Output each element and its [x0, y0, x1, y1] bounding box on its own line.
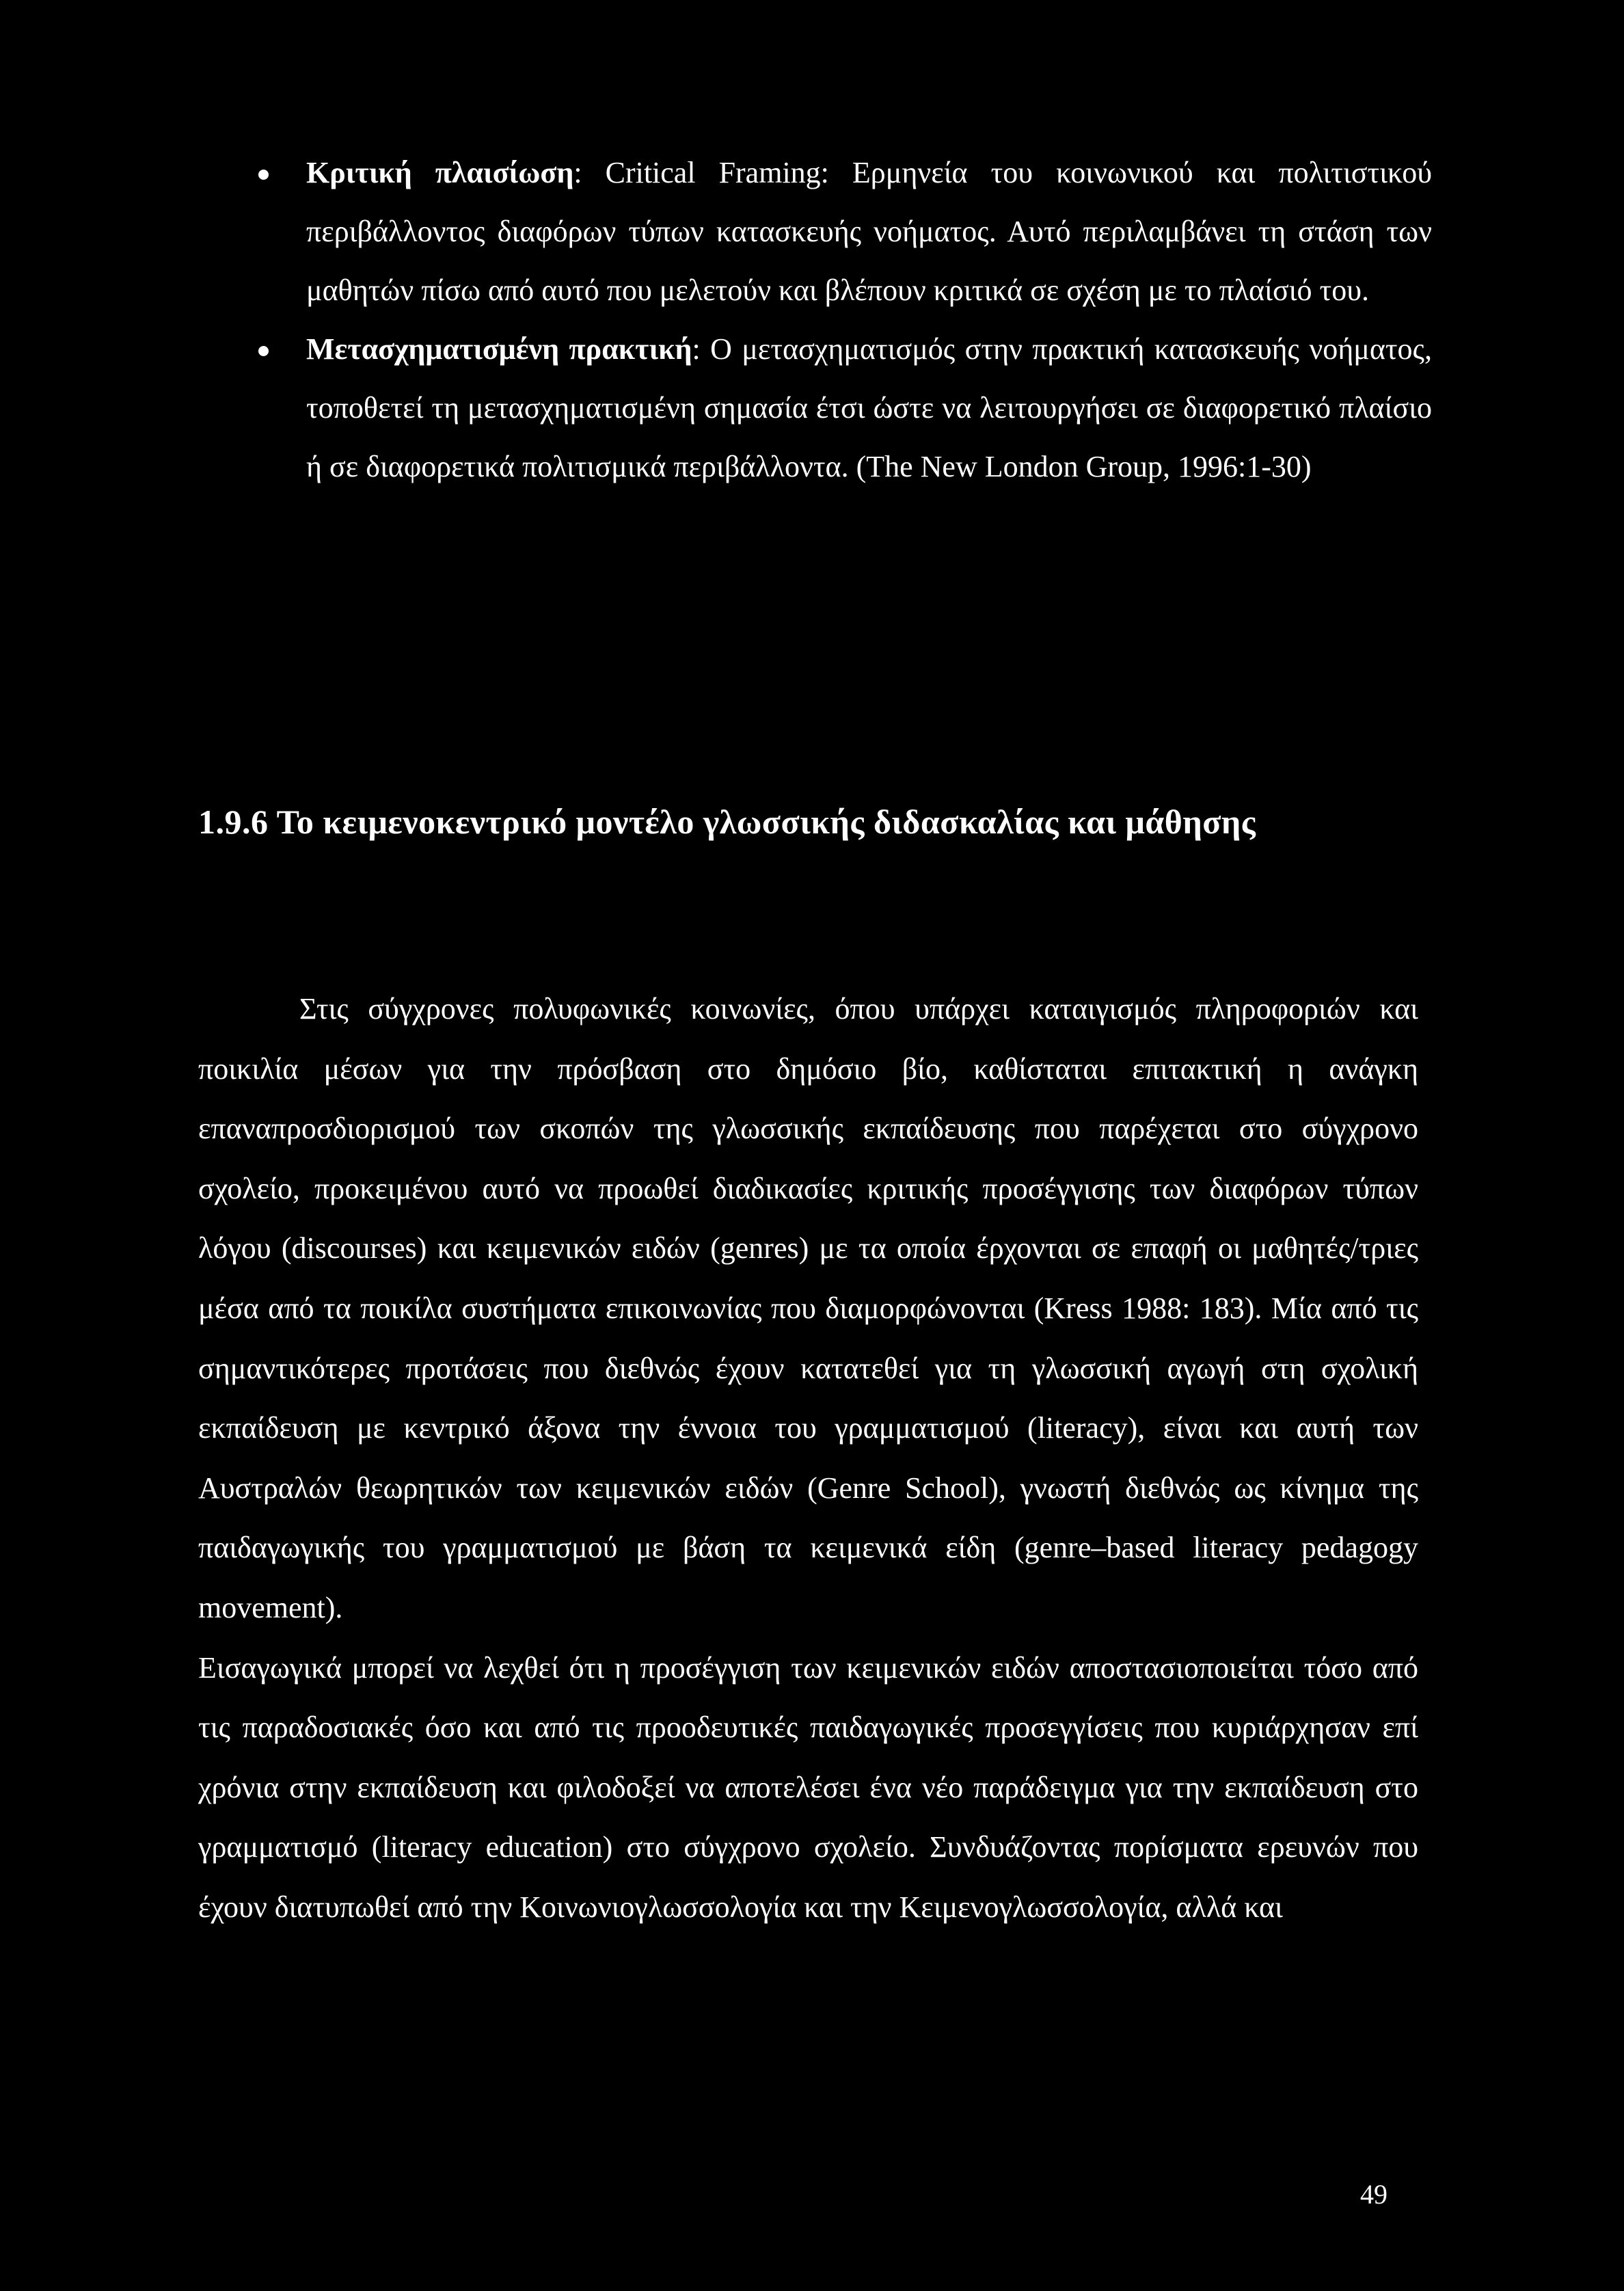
page-number: 49	[1360, 2179, 1388, 2210]
body-text	[198, 979, 1418, 1938]
paragraph: Στις σύγχρονες πολυφωνικές κοινωνίες, όπου υπάρχει καταιγισμός πληροφοριών και ποικιλία μέσων για την πρόσβαση στο δημόσιο βίο, καθίσταται επιτακτική η ανάγκη επαναπροσδιορισμού των σκοπών της γλωσσικής εκπαίδευσης που παρέχεται στο σύγχρονο σχολείο, προκειμένου αυτό να προωθεί διαδικασίες κριτικής προσέγγισης των διαφόρων τύπων λόγου (discourses) και κειμενικών ειδών (genres) με τα οποία έρχονται σε επαφή οι μαθητές/τριες μέσα από τα ποικίλα συστήματα επικοινωνίας που διαμορφώνονται (Kress 1988: 183). Μία από τις σημαντικότερες προτάσεις που διεθνώς έχουν κατατεθεί για τη γλωσσική αγωγή στη σχολική εκπαίδευση με κεντρικό άξονα την έννοια του γραμματισμού (literacy), είναι και αυτή των Αυστραλών θεωρητικών των κειμενικών ειδών (Genre School), γνωστή διεθνώς ως κίνημα της παιδαγωγικής του γραμματισμού με βάση τα κειμενικά είδη (genre–based literacy pedagogy movement).	[198, 992, 1418, 1624]
bullet-text: Critical Framing: Ερμηνεία του κοινωνικού και πολιτιστικού περιβάλλοντος διαφόρων τύπων κατασκευής νοήματος. Αυτό περιλαμβάνει τη στάση των μαθητών πίσω από αυτό που μελετούν και βλέπουν κριτικά σε σχέση με το πλαίσιό του.	[306, 156, 1433, 307]
bullet-item-transformed-practice	[205, 320, 1432, 496]
section-heading: 1.9.6 Το κειμενοκεντρικό μοντέλο γλωσσικής διδασκαλίας και μάθησης	[198, 803, 1256, 841]
paragraph: Εισαγωγικά μπορεί να λεχθεί ότι η προσέγγιση των κειμενικών ειδών αποστασιοποιείται τόσο από τις παραδοσιακές όσο και από τις προοδευτικές παιδαγωγικές προσεγγίσεις που κυριάρχησαν επί χρόνια στην εκπαίδευση και φιλοδοξεί να αποτελέσει ένα νέο παράδειγμα για την εκπαίδευση στο γραμματισμό (literacy education) στο σύγχρονο σχολείο. Συνδυάζοντας πορίσματα ερευνών που έχουν διατυπωθεί από την Κοινωνιογλωσσολογία και την Κειμενογλωσσολογία, αλλά και	[198, 1650, 1418, 1924]
bullet-dot-icon	[258, 346, 269, 356]
bullet-separator: :	[692, 332, 711, 366]
bullet-dot-icon	[258, 170, 269, 180]
bullet-text: Ο μετασχηματισμός στην πρακτική κατασκευής νοήματος, τοποθετεί τη μετασχηματισμένη σημασία έτσι ώστε να λειτουργήσει σε διαφορετικό πλαίσιο ή σε διαφορετικά πολιτισμικά περιβάλλοντα. (The New London Group, 1996:1-30)	[306, 332, 1432, 483]
bullet-term: Κριτική πλαισίωση	[306, 156, 574, 189]
bullet-item-critical-framing	[205, 144, 1432, 320]
bullet-separator: :	[573, 156, 606, 189]
bullet-term: Μετασχηματισμένη πρακτική	[306, 332, 692, 366]
bullet-list	[205, 144, 1432, 496]
